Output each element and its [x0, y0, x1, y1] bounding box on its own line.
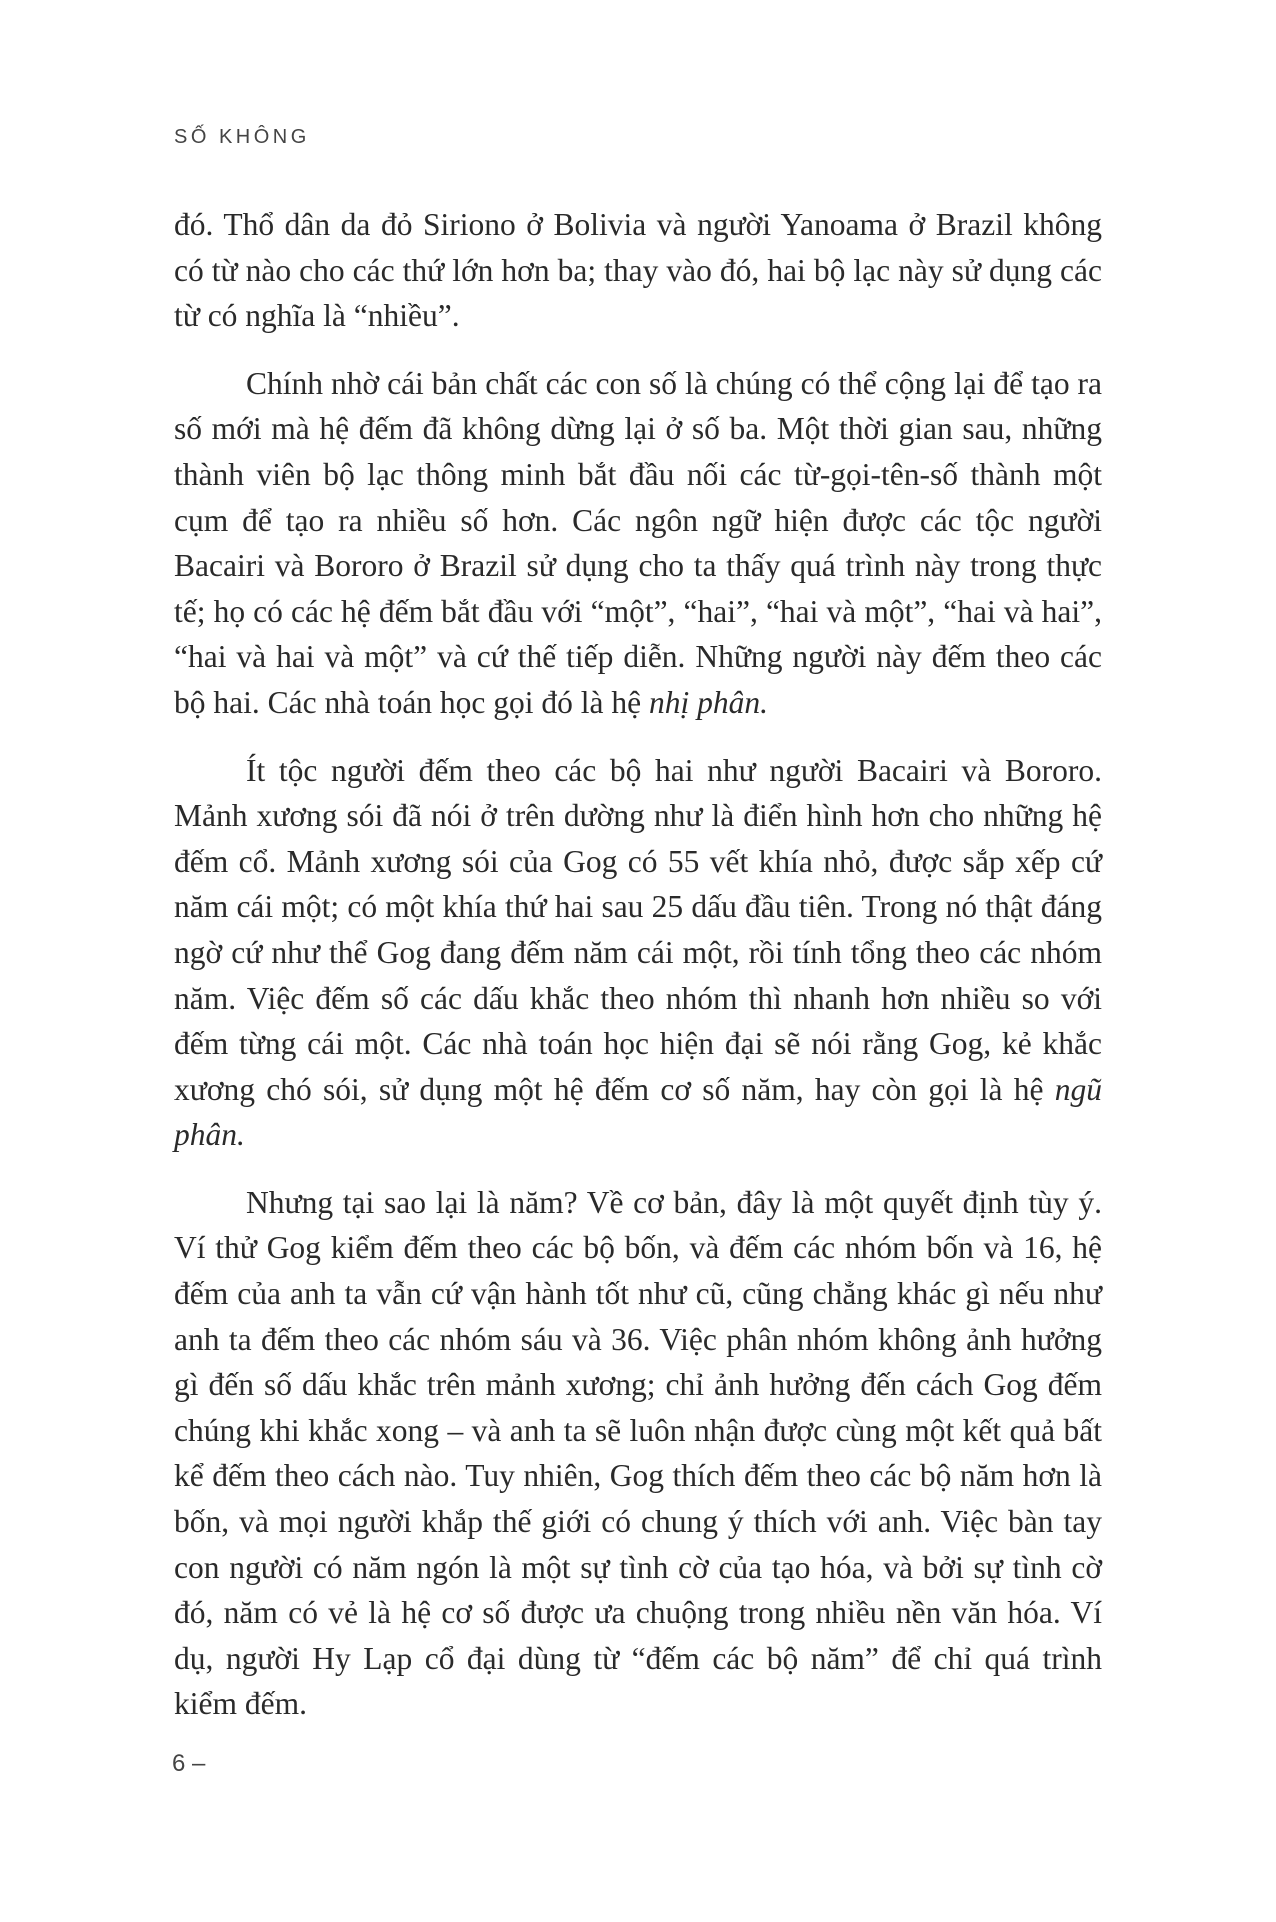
paragraph-2: [174, 361, 1102, 726]
paragraph-3: [174, 748, 1102, 1158]
paragraph-3-text: Ít tộc người đếm theo các bộ hai như người Bacairi và Bororo. Mảnh xương sói đã nói ở trên dường như là điển hình hơn cho những hệ đếm cổ. Mảnh xương sói của Gog có 55 vết khía nhỏ, được sắp xếp cứ năm cái một; có một khía thứ hai sau 25 dấu đầu tiên. Trong nó thật đáng ngờ cứ như thể Gog đang đếm năm cái một, rồi tính tổng theo các nhóm năm. Việc đếm số các dấu khắc theo nhóm thì nhanh hơn nhiều so với đếm từng cái một. Các nhà toán học hiện đại sẽ nói rằng Gog, kẻ khắc xương chó sói, sử dụng một hệ đếm cơ số năm, hay còn gọi là hệ: [174, 752, 1102, 1107]
paragraph-2-text: Chính nhờ cái bản chất các con số là chúng có thể cộng lại để tạo ra số mới mà hệ đếm đã không dừng lại ở số ba. Một thời gian sau, những thành viên bộ lạc thông minh bắt đầu nối các từ-gọi-tên-số thành một cụm để tạo ra nhiều số hơn. Các ngôn ngữ hiện được các tộc người Bacairi và Bororo ở Brazil sử dụng cho ta thấy quá trình này trong thực tế; họ có các hệ đếm bắt đầu với “một”, “hai”, “hai và một”, “hai và hai”, “hai và hai và một” và cứ thế tiếp diễn. Những người này đếm theo các bộ hai. Các nhà toán học gọi đó là hệ: [174, 365, 1102, 720]
page-number: 6 –: [172, 1750, 206, 1777]
running-header: SỐ KHÔNG: [174, 126, 310, 148]
term-binary: nhị phân.: [649, 684, 769, 720]
term-quinary: ngũ phân.: [174, 1071, 1102, 1153]
paragraph-4: Nhưng tại sao lại là năm? Về cơ bản, đây là một quyết định tùy ý. Ví thử Gog kiểm đếm theo các bộ bốn, và đếm các nhóm bốn và 16, hệ đếm của anh ta vẫn cứ vận hành tốt như cũ, cũng chẳng khác gì nếu như anh ta đếm theo các nhóm sáu và 36. Việc phân nhóm không ảnh hưởng gì đến số dấu khắc trên mảnh xương; chỉ ảnh hưởng đến cách Gog đếm chúng khi khắc xong – và anh ta sẽ luôn nhận được cùng một kết quả bất kể đếm theo cách nào. Tuy nhiên, Gog thích đếm theo các bộ năm hơn là bốn, và mọi người khắp thế giới có chung ý thích với anh. Việc bàn tay con người có năm ngón là một sự tình cờ của tạo hóa, và bởi sự tình cờ đó, năm có vẻ là hệ cơ số được ưa chuộng trong nhiều nền văn hóa. Ví dụ, người Hy Lạp cổ đại dùng từ “đếm các bộ năm” để chỉ quá trình kiểm đếm.: [174, 1184, 1102, 1722]
paragraph-1: đó. Thổ dân da đỏ Siriono ở Bolivia và người Yanoama ở Brazil không có từ nào cho các thứ lớn hơn ba; thay vào đó, hai bộ lạc này sử dụng các từ có nghĩa là “nhiều”.: [174, 207, 1102, 334]
body-text: [174, 202, 1102, 1749]
